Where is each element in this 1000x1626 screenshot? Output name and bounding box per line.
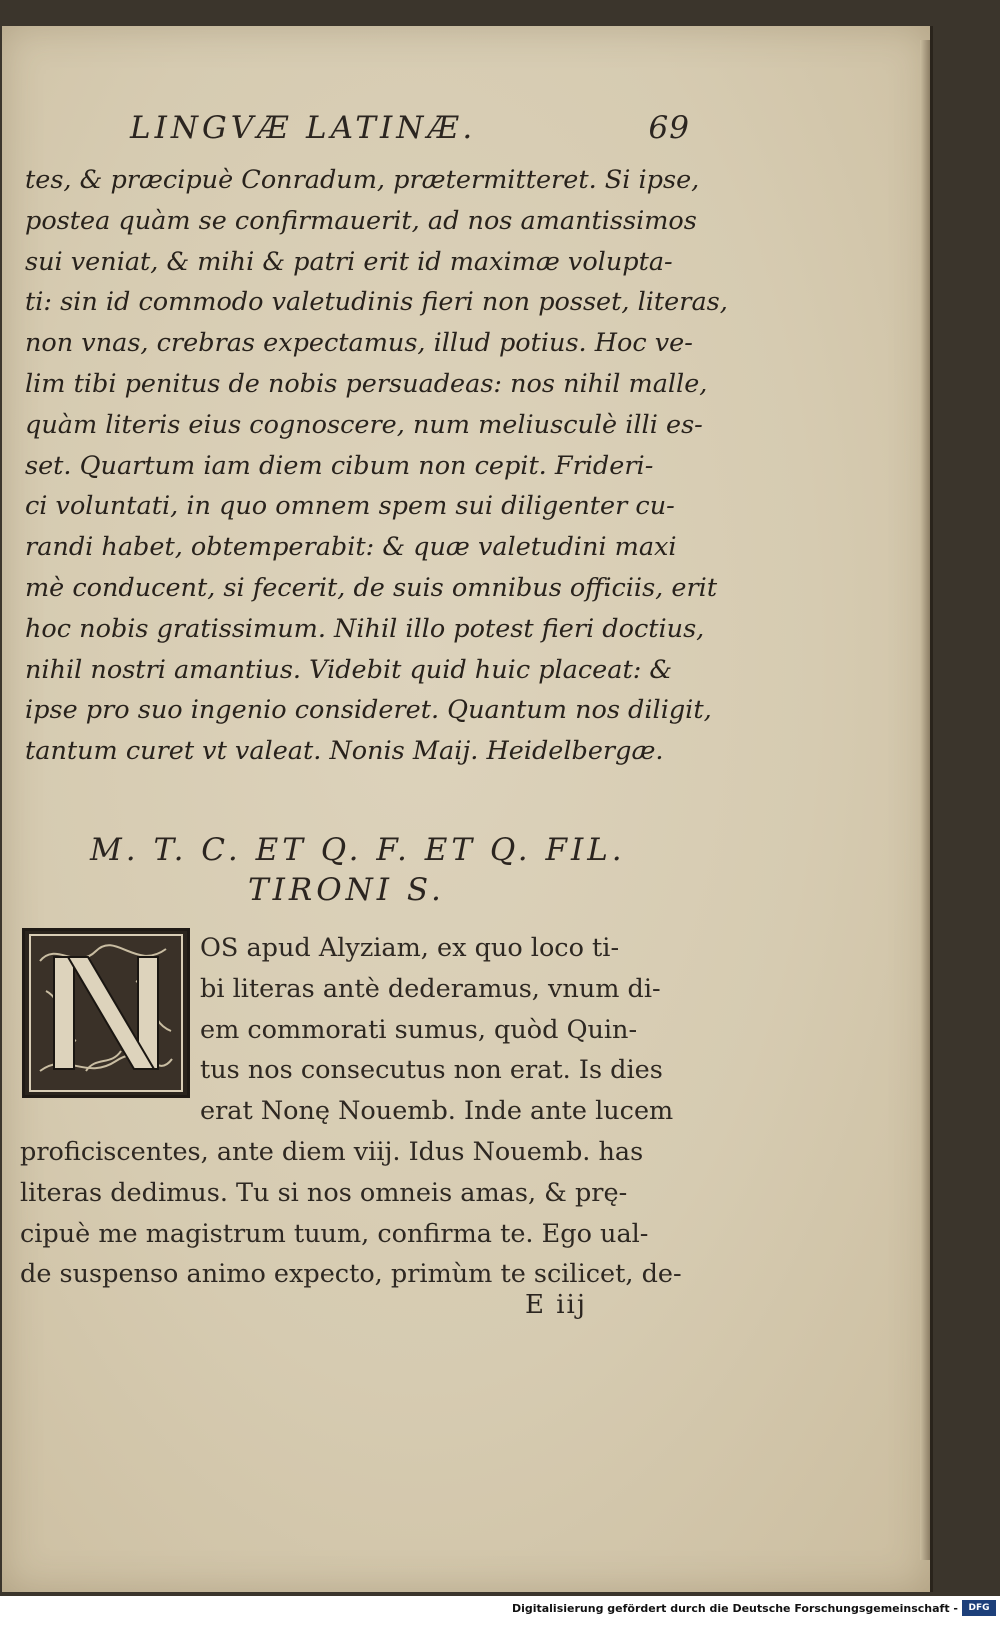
text-line: erat Nonę Nouemb. Inde ante lucem bbox=[200, 1096, 674, 1127]
text-line: nihil nostri amantius. Videbit quid huic placeat: & bbox=[25, 654, 673, 685]
text-line: mè conducent, si fecerit, de suis omnibus officiis, erit bbox=[25, 572, 718, 603]
text-line: set. Quartum iam diem cibum non cepit. Frideri- bbox=[25, 450, 654, 481]
dfg-logo-icon: DFG bbox=[962, 1600, 996, 1616]
text-line: lim tibi penitus de nobis persuadeas: nos nihil malle, bbox=[25, 368, 708, 399]
heading-line-1: M. T. C. ET Q. F. ET Q. FIL. bbox=[90, 832, 626, 868]
text-line: bi literas antè dederamus, vnum di- bbox=[200, 973, 661, 1004]
text-line: de suspenso animo expecto, primùm te scilicet, de- bbox=[20, 1259, 682, 1290]
text-line: cipuè me magistrum tuum, confirma te. Ego ual- bbox=[20, 1218, 649, 1249]
text-line: ci voluntati, in quo omnem spem sui diligenter cu- bbox=[25, 491, 675, 522]
text-line: postea quàm se confirmauerit, ad nos amantissimos bbox=[25, 205, 697, 236]
text-line: literas dedimus. Tu si nos omneis amas, & prę- bbox=[20, 1177, 628, 1208]
text-line: tes, & præcipuè Conradum, prætermitteret. Si ipse, bbox=[25, 165, 700, 195]
epistle-heading bbox=[90, 830, 710, 910]
footer-bar bbox=[0, 1598, 1000, 1626]
text-line: tus nos consecutus non erat. Is dies bbox=[200, 1055, 663, 1086]
text-line: non vnas, crebras expectamus, illud potius. Hoc ve- bbox=[25, 328, 693, 359]
text-line: hoc nobis gratissimum. Nihil illo potest fieri doctius, bbox=[25, 613, 705, 644]
text-line: quàm literis eius cognoscere, num meliusculè illi es- bbox=[25, 409, 703, 440]
signature-mark: E iij bbox=[525, 1290, 587, 1320]
text-line: OS apud Alyziam, ex quo loco ti- bbox=[200, 933, 620, 963]
text-line: ti: sin id commodo valetudinis fieri non posset, literas, bbox=[25, 287, 728, 318]
text-line: ipse pro suo ingenio consideret. Quantum nos diligit, bbox=[25, 695, 712, 726]
text-line: tantum curet vt valeat. Nonis Maij. Heidelbergæ. bbox=[25, 736, 664, 767]
running-header bbox=[130, 110, 690, 150]
page-number: 69 bbox=[648, 110, 690, 146]
roman-text-block bbox=[20, 928, 720, 1295]
text-line: randi habet, obtemperabit: & quæ valetudini maxi bbox=[25, 532, 677, 563]
page-edge bbox=[920, 40, 930, 1560]
text-line: sui veniat, & mihi & patri erit id maximæ volupta- bbox=[25, 246, 673, 277]
text-line: em commorati sumus, quòd Quin- bbox=[200, 1014, 638, 1045]
heading-line-2: TIRONI S. bbox=[248, 872, 445, 908]
running-title: LINGVÆ LATINÆ. bbox=[130, 110, 477, 146]
text-line: proficiscentes, ante diem viij. Idus Nouemb. has bbox=[20, 1136, 644, 1167]
funding-credit: Digitalisierung gefördert durch die Deutsche Forschungsgemeinschaft - bbox=[511, 1602, 958, 1615]
italic-text-block bbox=[25, 160, 735, 772]
